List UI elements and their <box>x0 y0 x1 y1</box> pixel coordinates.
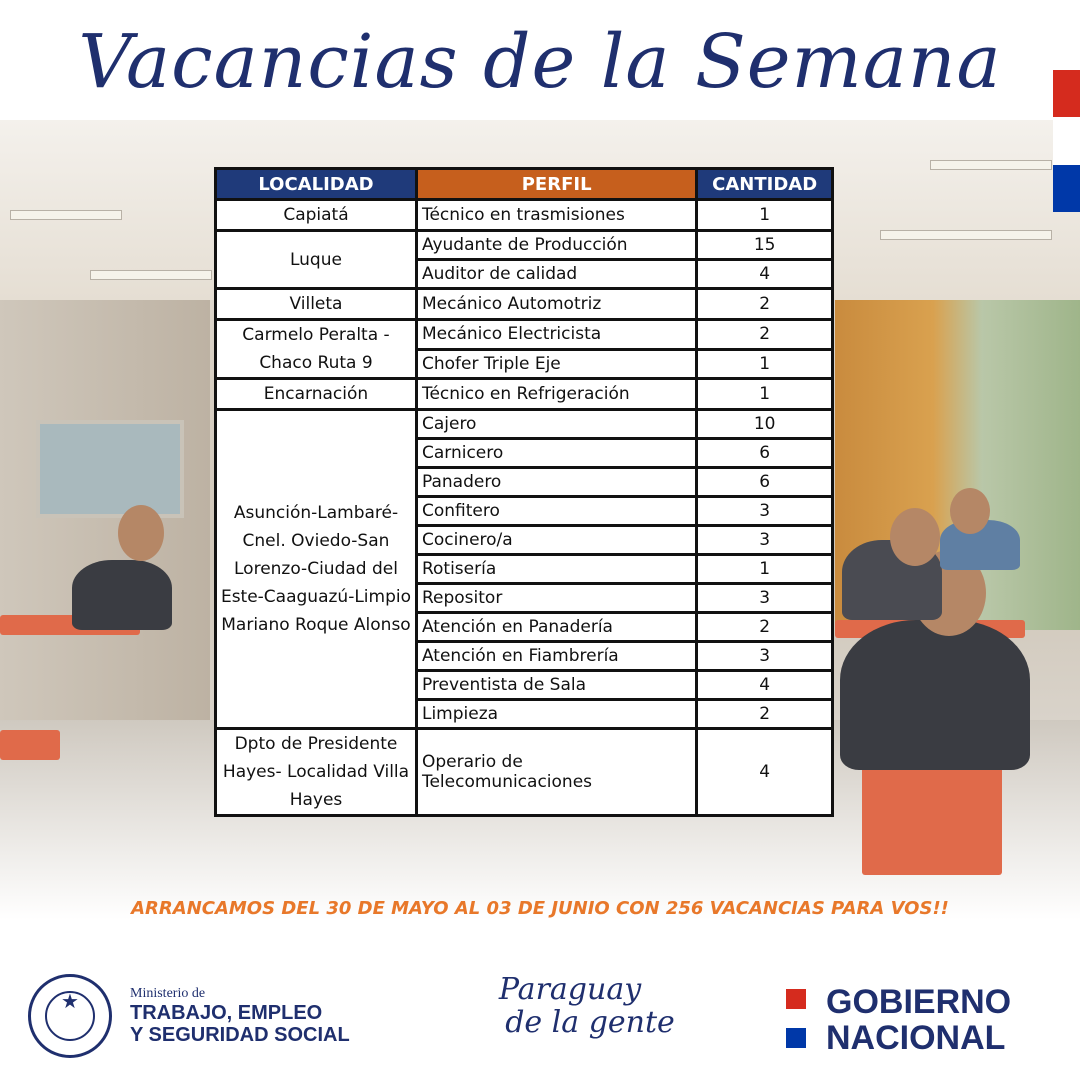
star-icon: ★ <box>61 989 79 1013</box>
ceiling-lamp <box>880 230 1052 240</box>
cantidad-cell: 1 <box>697 379 833 410</box>
ceiling-lamp <box>930 160 1052 170</box>
ceiling-lamp <box>10 210 122 220</box>
gobierno-nacional-text <box>826 984 1046 1056</box>
table-row <box>216 410 833 439</box>
perfil-cell: Ayudante de Producción <box>416 231 696 260</box>
ceiling-lamp <box>90 270 212 280</box>
dates-banner: ARRANCAMOS DEL 30 DE MAYO AL 03 DE JUNIO CON 256 VACANCIAS PARA VOS!! <box>131 898 949 919</box>
perfil-cell: Confitero <box>416 497 696 526</box>
slogan-logo <box>455 972 685 1040</box>
perfil-cell: Mecánico Electricista <box>416 320 696 350</box>
table-row <box>216 200 833 231</box>
table-row <box>216 289 833 320</box>
perfil-cell: Repositor <box>416 584 696 613</box>
cantidad-cell: 2 <box>697 289 833 320</box>
cantidad-cell: 2 <box>697 700 833 729</box>
header-cantidad: CANTIDAD <box>697 169 833 200</box>
perfil-cell: Limpieza <box>416 700 696 729</box>
perfil-cell: Técnico en trasmisiones <box>416 200 696 231</box>
ministry-logo <box>130 986 350 1046</box>
cantidad-cell: 6 <box>697 439 833 468</box>
perfil-cell: Cocinero/a <box>416 526 696 555</box>
ministry-line-2: Y SEGURIDAD SOCIAL <box>130 1024 350 1046</box>
cantidad-cell: 1 <box>697 555 833 584</box>
red-square-icon <box>786 989 806 1009</box>
cantidad-cell: 4 <box>697 260 833 289</box>
cantidad-cell: 10 <box>697 410 833 439</box>
localidad-cell: Capiatá <box>216 200 417 231</box>
cantidad-cell: 4 <box>697 671 833 700</box>
cantidad-cell: 2 <box>697 613 833 642</box>
cantidad-cell: 15 <box>697 231 833 260</box>
perfil-cell: Carnicero <box>416 439 696 468</box>
localidad-cell: Villeta <box>216 289 417 320</box>
slogan-line-2: de la gente <box>505 1005 675 1040</box>
cantidad-cell: 6 <box>697 468 833 497</box>
perfil-cell: Panadero <box>416 468 696 497</box>
perfil-cell: Mecánico Automotriz <box>416 289 696 320</box>
cafeteria-table <box>862 755 1002 875</box>
person-head <box>118 505 164 561</box>
cafeteria-table <box>0 730 60 760</box>
localidad-cell: Luque <box>216 231 417 289</box>
table-row <box>216 729 833 816</box>
table-row <box>216 320 833 350</box>
gob-line-1: GOBIERNO <box>826 983 1012 1021</box>
cantidad-cell: 3 <box>697 526 833 555</box>
ministry-small-text: Ministerio de <box>130 986 206 1001</box>
cantidad-cell: 3 <box>697 497 833 526</box>
person-head <box>890 508 940 566</box>
table-header-row <box>216 169 833 200</box>
blue-square-icon <box>786 1028 806 1048</box>
ministry-line-1: TRABAJO, EMPLEO <box>130 1002 323 1024</box>
localidad-cell: Encarnación <box>216 379 417 410</box>
person-head <box>950 488 990 534</box>
cantidad-cell: 2 <box>697 320 833 350</box>
window-left <box>36 420 184 518</box>
cantidad-cell: 3 <box>697 642 833 671</box>
person <box>72 560 172 630</box>
national-seal-icon <box>28 974 112 1058</box>
gob-line-2: NACIONAL <box>826 1019 1006 1057</box>
cantidad-cell: 3 <box>697 584 833 613</box>
table-row <box>216 379 833 410</box>
cantidad-cell: 1 <box>697 349 833 379</box>
localidad-cell: Carmelo Peralta - Chaco Ruta 9 <box>216 320 417 379</box>
localidad-cell: Dpto de Presidente Hayes- Localidad Villa Hayes <box>216 729 417 816</box>
perfil-cell: Cajero <box>416 410 696 439</box>
paraguay-flag-icon <box>1053 70 1080 212</box>
perfil-cell: Atención en Fiambrería <box>416 642 696 671</box>
localidad-cell: Asunción-Lambaré-Cnel. Oviedo-San Lorenzo-Ciudad del Este-Caaguazú-Limpio Mariano Roque Alonso <box>216 410 417 729</box>
perfil-cell: Técnico en Refrigeración <box>416 379 696 410</box>
table-row <box>216 231 833 260</box>
cantidad-cell: 4 <box>697 729 833 816</box>
vacancies-table <box>214 167 834 817</box>
cantidad-cell: 1 <box>697 200 833 231</box>
page-title: Vacancias de la Semana <box>78 19 1002 105</box>
header-perfil: PERFIL <box>416 169 696 200</box>
perfil-cell: Atención en Panadería <box>416 613 696 642</box>
perfil-cell: Chofer Triple Eje <box>416 349 696 379</box>
person <box>840 620 1030 770</box>
perfil-cell: Operario de Telecomunicaciones <box>416 729 696 816</box>
slogan-line-1: Paraguay <box>498 972 642 1007</box>
perfil-cell: Auditor de calidad <box>416 260 696 289</box>
perfil-cell: Preventista de Sala <box>416 671 696 700</box>
perfil-cell: Rotisería <box>416 555 696 584</box>
header-localidad: LOCALIDAD <box>216 169 417 200</box>
